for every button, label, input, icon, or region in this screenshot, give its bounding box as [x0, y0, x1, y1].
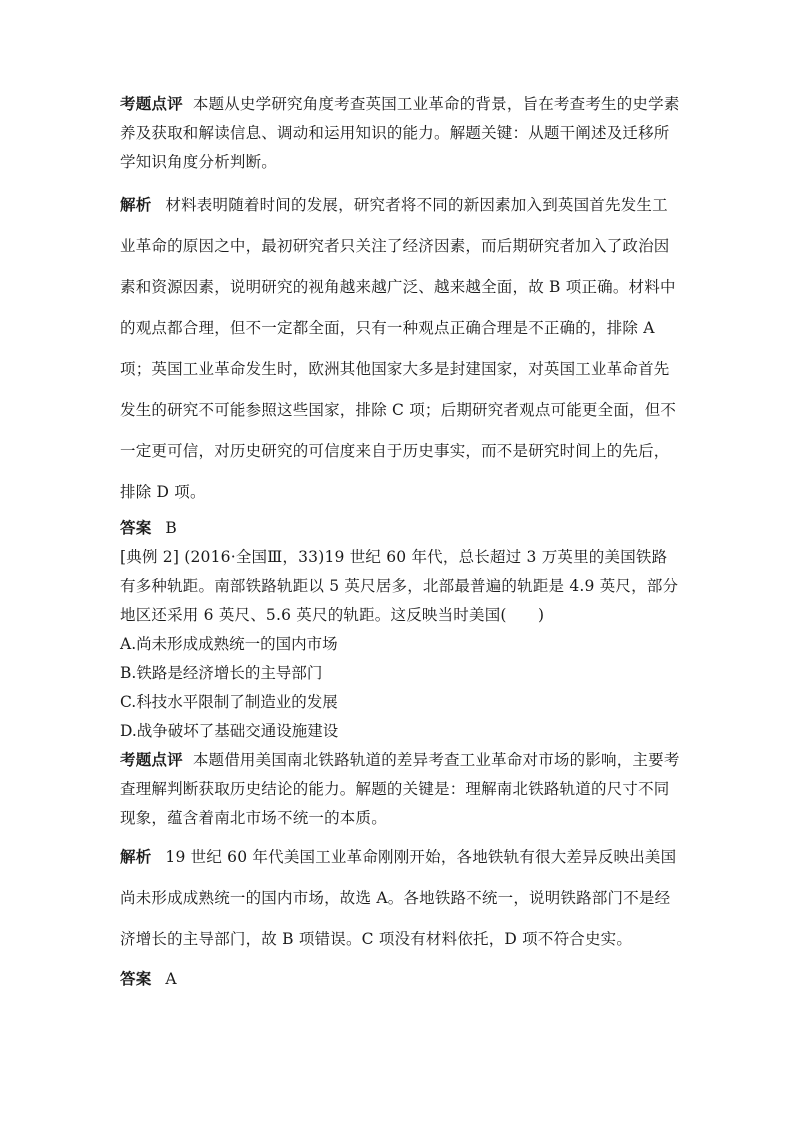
question-stem: [典例 2] (2016·全国Ⅲ，33)19 世纪 60 年代，总长超过 3 万英里的美国铁路有多种轨距。南部铁路轨距以 5 英尺居多，北部最普遍的轨距是 4.9 英尺，部分地区还采用 6 英尺、5.6 英尺的轨距。这反映当时美国( )	[120, 548, 679, 624]
analysis-text: 19 世纪 60 年代美国工业革命刚刚开始，各地铁轨有很大差异反映出美国尚未形成成熟统一的国内市场，故选 A。各地铁路不统一，说明铁路部门不是经济增长的主导部门，故 B 项错误。C 项没有材料依托，D 项不符合史实。	[120, 848, 677, 948]
review-paragraph-2	[120, 746, 682, 833]
review-text: 本题从史学研究角度考查英国工业革命的背景，旨在考查考生的史学素养及获取和解读信息、调动和运用知识的能力。解题关键：从题干阐述及迁移所学知识角度分析判断。	[120, 95, 680, 171]
review-label: 考题点评	[120, 95, 183, 113]
answer-value: A	[165, 970, 177, 988]
analysis-text: 材料表明随着时间的发展，研究者将不同的新因素加入到英国首先发生工业革命的原因之中，最初研究者只关注了经济因素，而后期研究者加入了政治因素和资源因素，说明研究的视角越来越广泛、越来越全面，故 B 项正确。材料中的观点都合理，但不一定都全面，只有一种观点正确合理是不正确的，排除 A 项；英国工业革命发生时，欧洲其他国家大多是封建国家，对英国工业革命首先发生的研究不可能参照这些国家，排除 C 项；后期研究者观点可能更全面，但不一定更可信，对历史研究的可信度来自于历史事实，而不是研究时间上的先后，排除 D 项。	[120, 196, 677, 501]
option-a: A.尚未形成成熟统一的国内市场	[120, 635, 338, 653]
review-label: 考题点评	[120, 751, 183, 769]
answer-line-2	[120, 964, 682, 994]
option-c: C.科技水平限制了制造业的发展	[120, 693, 338, 711]
document-page	[120, 90, 682, 994]
option-d: D.战争破坏了基础交通设施建设	[120, 722, 339, 740]
answer-label: 答案	[120, 970, 152, 988]
analysis-label: 解析	[120, 196, 152, 214]
answer-value: B	[165, 519, 177, 537]
analysis-paragraph-1	[120, 185, 682, 513]
answer-line-1	[120, 513, 682, 543]
answer-label: 答案	[120, 519, 152, 537]
review-paragraph-1	[120, 90, 682, 177]
analysis-paragraph-2	[120, 837, 682, 960]
option-b: B.铁路是经济增长的主导部门	[120, 664, 323, 682]
example-question-2	[120, 543, 682, 630]
review-text: 本题借用美国南北铁路轨道的差异考查工业革命对市场的影响，主要考查理解判断获取历史结论的能力。解题的关键是：理解南北铁路轨道的尺寸不同现象，蕴含着南北市场不统一的本质。	[120, 751, 680, 827]
analysis-label: 解析	[120, 848, 152, 866]
